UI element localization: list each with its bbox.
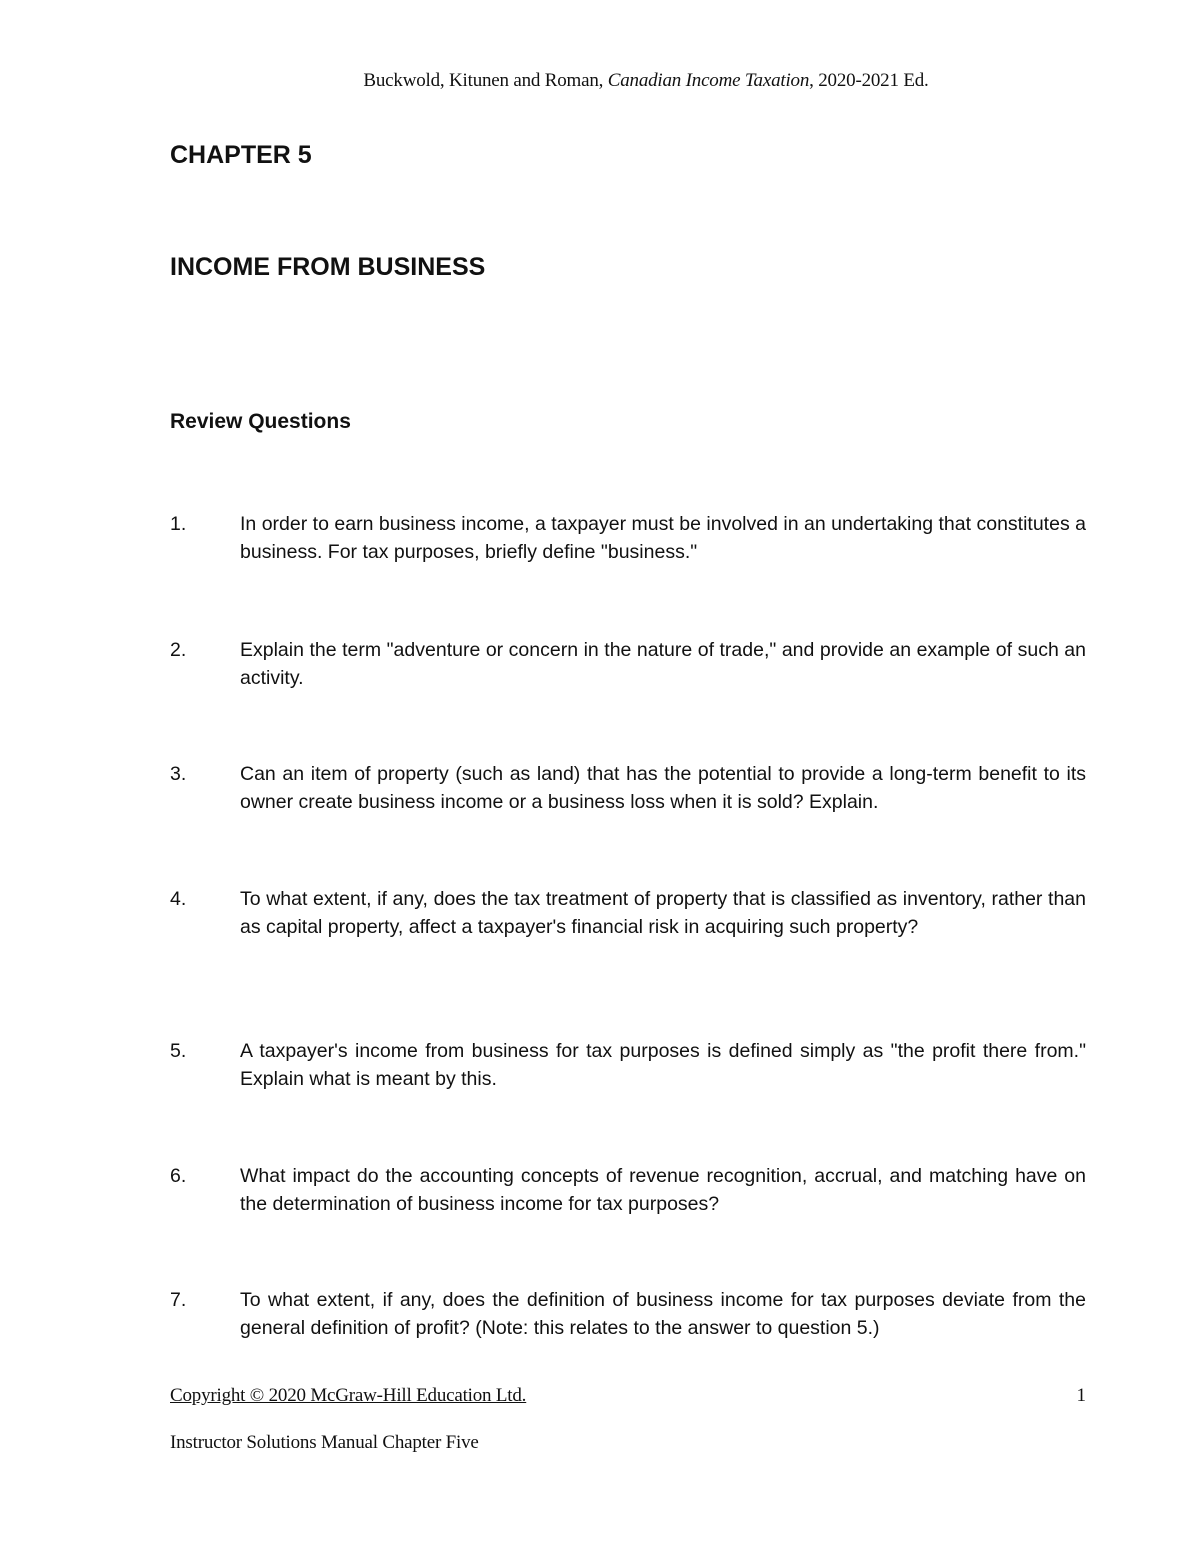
footer-manual-title: Instructor Solutions Manual Chapter Five: [170, 1432, 479, 1453]
question-number: 7.: [170, 1289, 187, 1311]
question-4: [170, 885, 1086, 941]
question-text: To what extent, if any, does the definition of business income for tax purposes deviate from the general definition of profit? (Note: this relates to the answer to question 5.): [240, 1289, 1086, 1339]
question-number: 4.: [170, 888, 187, 910]
question-3: [170, 760, 1086, 816]
header-authors: Buckwold, Kitunen and Roman,: [363, 70, 608, 91]
question-5: [170, 1037, 1086, 1093]
question-number: 5.: [170, 1040, 187, 1062]
question-number: 3.: [170, 763, 187, 785]
question-text: In order to earn business income, a taxpayer must be involved in an undertaking that constitutes a business. For tax purposes, briefly define "business.": [240, 513, 1086, 563]
question-text: A taxpayer's income from business for tax purposes is defined simply as "the profit there from." Explain what is meant by this.: [240, 1040, 1086, 1090]
section-title: INCOME FROM BUSINESS: [170, 253, 486, 281]
footer-copyright: Copyright © 2020 McGraw-Hill Education Ltd.: [170, 1385, 527, 1406]
question-number: 6.: [170, 1165, 187, 1187]
question-1: [170, 510, 1086, 566]
running-header: [0, 70, 1200, 92]
review-questions-heading: Review Questions: [170, 410, 351, 433]
chapter-title: CHAPTER 5: [170, 141, 312, 169]
question-2: [170, 636, 1086, 692]
question-text: To what extent, if any, does the tax treatment of property that is classified as inventory, rather than as capital property, affect a taxpayer's financial risk in acquiring such property?: [240, 888, 1086, 938]
page-number: 1: [1076, 1385, 1086, 1406]
question-number: 1.: [170, 513, 187, 535]
question-text: Can an item of property (such as land) that has the potential to provide a long-term benefit to its owner create business income or a business loss when it is sold? Explain.: [240, 763, 1086, 813]
question-6: [170, 1162, 1086, 1218]
question-text: Explain the term "adventure or concern in the nature of trade," and provide an example of such an activity.: [240, 639, 1086, 689]
question-number: 2.: [170, 639, 187, 661]
header-book-title: Canadian Income Taxation: [607, 70, 810, 91]
header-edition: , 2020-2021 Ed.: [809, 70, 929, 91]
question-7: [170, 1286, 1086, 1342]
question-text: What impact do the accounting concepts of revenue recognition, accrual, and matching have on the determination of business income for tax purposes?: [240, 1165, 1086, 1215]
